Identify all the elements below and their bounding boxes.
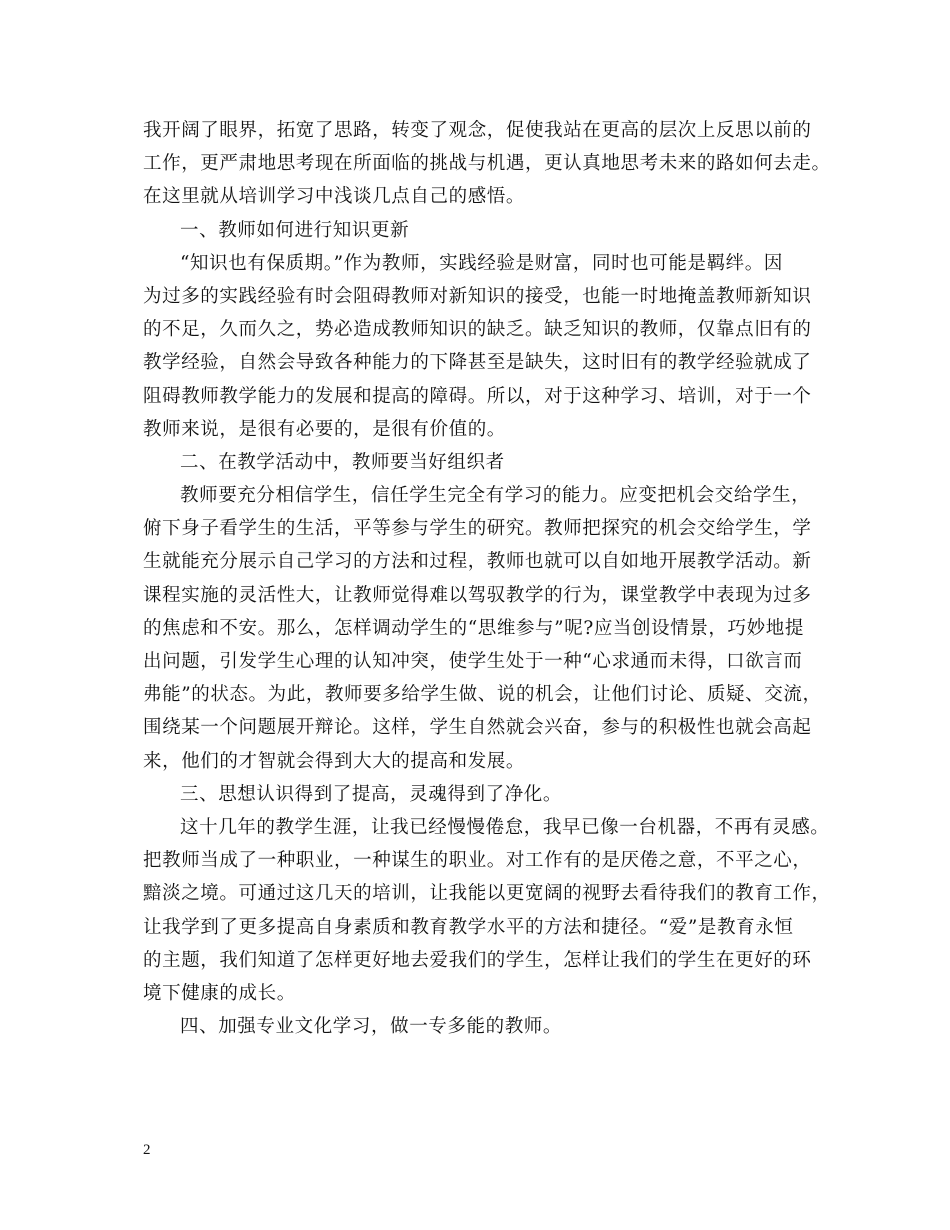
body-line: 来，他们的才智就会得到大大的提高和发展。 [143, 750, 526, 772]
body-line: 的焦虑和不安。那么，怎样调动学生的“思维参与”呢?应当创设情景，巧妙地提 [143, 617, 804, 639]
body-line: 在这里就从培训学习中浅谈几点自己的感悟。 [143, 186, 526, 208]
page-number: 2 [143, 1142, 151, 1158]
body-line: 教师要充分相信学生，信任学生完全有学习的能力。应变把机会交给学生， [180, 485, 811, 507]
body-line: 俯下身子看学生的生活，平等参与学生的研究。教师把探究的机会交给学生，学 [143, 518, 812, 540]
body-line: 弗能”的状态。为此，教师要多给学生做、说的机会，让他们讨论、质疑、交流， [143, 684, 822, 706]
body-line: 教学经验，自然会导致各种能力的下降甚至是缺失，这时旧有的教学经验就成了 [143, 352, 812, 374]
section-heading-4: 四、加强专业文化学习，做一专多能的教师。 [180, 1016, 563, 1038]
body-line: 的不足，久而久之，势必造成教师知识的缺乏。缺乏知识的教师，仅靠点旧有的 [143, 319, 812, 341]
section-heading-1: 一、教师如何进行知识更新 [180, 219, 410, 241]
body-line: 教师来说，是很有必要的，是很有价值的。 [143, 418, 506, 440]
body-line: 阻碍教师教学能力的发展和提高的障碍。所以，对于这种学习、培训，对于一个 [143, 385, 812, 407]
body-line: 围绕某一个问题展开辩论。这样，学生自然就会兴奋，参与的积极性也就会高起 [143, 717, 812, 739]
body-line: 为过多的实践经验有时会阻碍教师对新知识的接受，也能一时地掩盖教师新知识 [143, 285, 812, 307]
body-line: 这十几年的教学生涯，让我已经慢慢倦怠，我早已像一台机器，不再有灵感。 [180, 816, 830, 838]
body-line: 我开阔了眼界，拓宽了思路，转变了观念，促使我站在更高的层次上反思以前的 [143, 120, 812, 141]
body-line: 课程实施的灵活性大，让教师觉得难以驾驭教学的行为，课堂教学中表现为过多 [143, 584, 812, 606]
body-line: 出问题，引发学生心理的认知冲突，使学生处于一种“心求通而未得，口欲言而 [143, 651, 803, 672]
body-line: “知识也有保质期。”作为教师，实践经验是财富，同时也可能是羁绊。因 [180, 252, 783, 274]
body-line: 生就能充分展示自己学习的方法和过程，教师也就可以自如地开展教学活动。新 [143, 551, 812, 573]
body-line: 把教师当成了一种职业，一种谋生的职业。对工作有的是厌倦之意，不平之心， [143, 850, 812, 872]
section-heading-3: 三、思想认识得到了提高，灵魂得到了净化。 [180, 783, 563, 805]
section-heading-2: 二、在教学活动中，教师要当好组织者 [180, 451, 505, 473]
body-line: 工作，更严肃地思考现在所面临的挑战与机遇，更认真地思考未来的路如何去走。 [143, 153, 831, 175]
body-line: 黯淡之境。可通过这几天的培训，让我能以更宽阔的视野去看待我们的教育工作， [143, 883, 831, 905]
body-line: 的主题，我们知道了怎样更好地去爱我们的学生，怎样让我们的学生在更好的环 [143, 949, 812, 971]
body-line: 境下健康的成长。 [143, 982, 296, 1004]
body-line: 让我学到了更多提高自身素质和教育教学水平的方法和捷径。“爱”是教育永恒 [143, 916, 794, 938]
document-body [143, 114, 831, 1043]
